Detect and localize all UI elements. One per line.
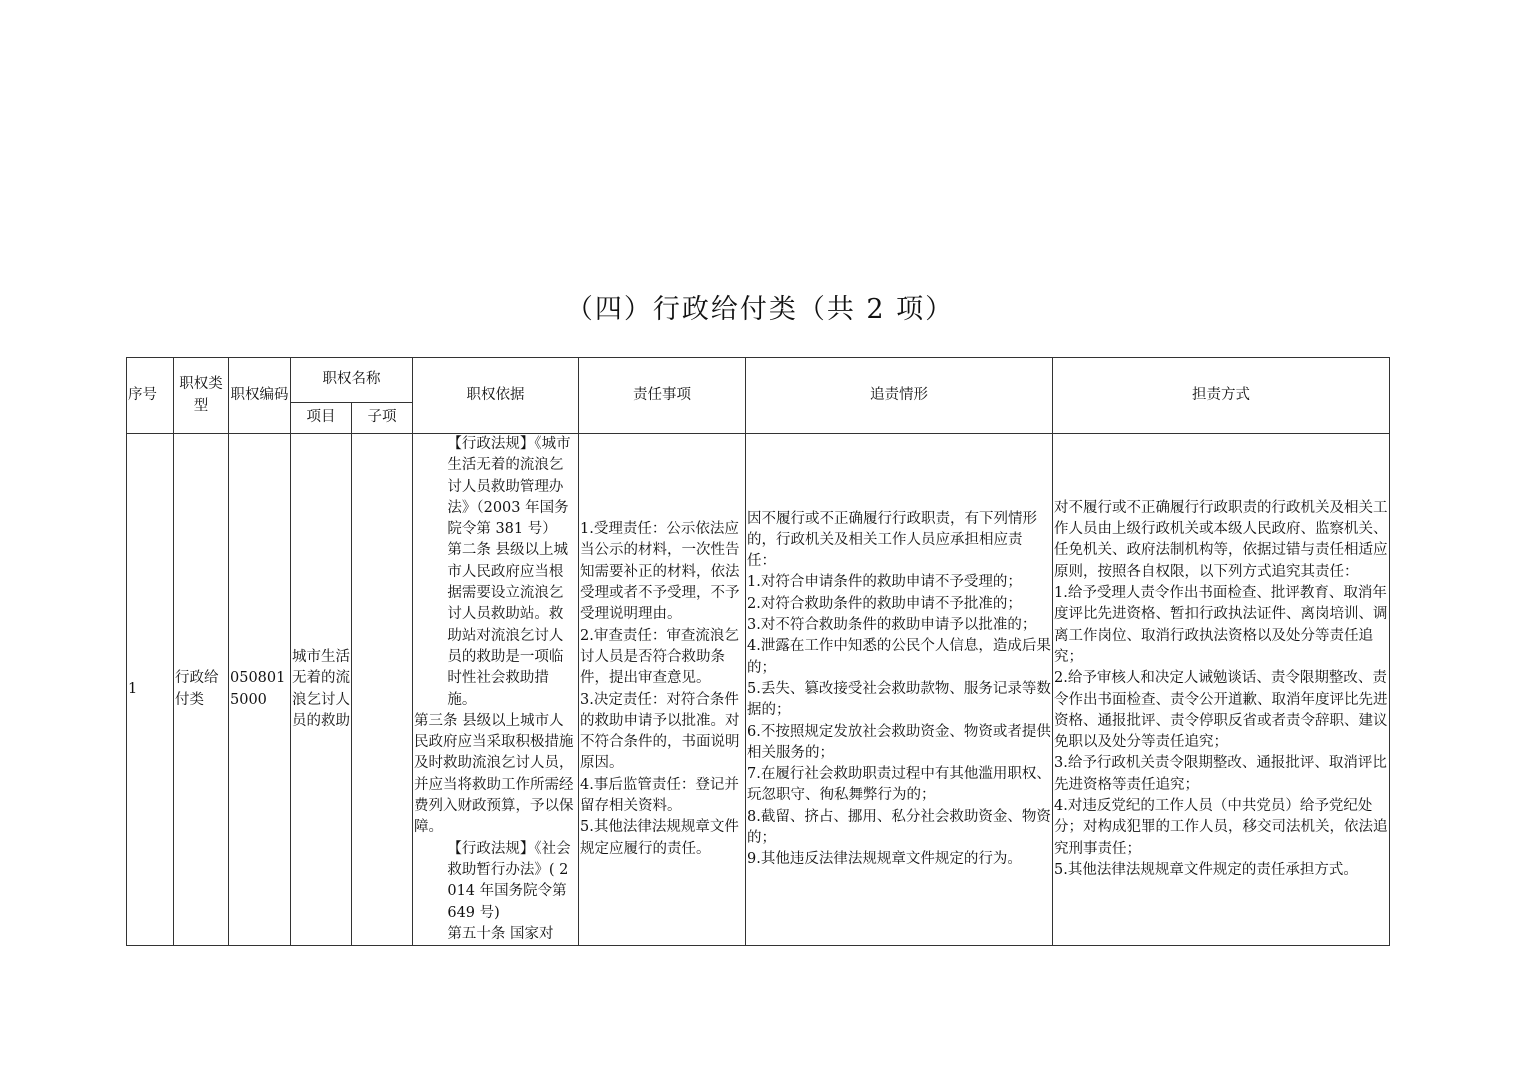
basis-paragraph: 【行政法规】《城市生活无着的流浪乞讨人员救助管理办法》（2003 年国务院令第 381 号）	[447, 436, 571, 538]
duty-table	[126, 357, 1390, 946]
cell-type: 行政给付类	[174, 434, 229, 946]
header-code: 职权编码	[229, 358, 291, 434]
header-row	[127, 358, 1390, 403]
accountability-item: 6.不按照规定发放社会救助资金、物资或者提供相关服务的；	[747, 723, 1051, 761]
basis-paragraph: 第二条 县级以上城市人民政府应当根据需要设立流浪乞讨人员救助站。救助站对流浪乞讨人员的救助是一项临时性社会救助措施。	[447, 542, 568, 708]
accountability-item: 3.对不符合救助条件的救助申请予以批准的；	[747, 617, 1037, 634]
cell-subitem	[352, 434, 413, 946]
duty-item: 2.审查责任：审查流浪乞讨人员是否符合救助条件，提出审查意见。	[580, 627, 739, 687]
liability-item: 1.给予受理人责令作出书面检查、批评教育、取消年度评比先进资格、暂扣行政执法证件、离岗培训、调离工作岗位、取消行政执法资格以及处分等责任追究；	[1054, 585, 1388, 665]
page-title: （四）行政给付类（共 2 项）	[565, 294, 955, 325]
liability-item: 3.给予行政机关责令限期整改、通报批评、取消评比先进资格等责任追究；	[1054, 755, 1387, 793]
basis-paragraph: 第五十条 国家对	[447, 925, 554, 942]
accountability-item: 8.截留、挤占、挪用、私分社会救助资金、物资的；	[747, 808, 1051, 846]
header-type: 职权类型	[174, 358, 229, 434]
cell-liability	[1053, 434, 1390, 946]
header-seq: 序号	[127, 358, 174, 434]
cell-item: 城市生活无着的流浪乞讨人员的救助	[291, 434, 352, 946]
duty-item: 5.其他法律法规规章文件规定应履行的责任。	[580, 819, 739, 857]
accountability-item: 2.对符合救助条件的救助申请不予批准的；	[747, 595, 1022, 612]
duty-item: 3.决定责任：对符合条件的救助申请予以批准。对不符合条件的，书面说明原因。	[580, 691, 740, 772]
header-duties: 责任事项	[579, 358, 746, 434]
liability-item: 4.对违反党纪的工作人员（中共党员）给予党纪处分；对构成犯罪的工作人员，移交司法机关，依法追究刑事责任；	[1054, 798, 1388, 857]
liability-item: 对不履行或不正确履行行政职责的行政机关及相关工作人员由上级行政机关或本级人民政府、监察机关、任免机关、政府法制机构等，依据过错与责任相适应原则，按照各自权限，以下列方式追究其责任：	[1054, 499, 1388, 580]
header-name-subitem: 子项	[352, 403, 413, 434]
header-name-item: 项目	[291, 403, 352, 434]
cell-duties	[579, 434, 746, 946]
cell-seq: 1	[127, 434, 174, 946]
cell-code: 0508015000	[229, 434, 291, 946]
accountability-item: 1.对符合申请条件的救助申请不予受理的；	[747, 574, 1022, 591]
basis-paragraph: 【行政法规】《社会救助暂行办法》( 2014 年国务院令第 649 号)	[447, 840, 571, 921]
liability-item: 5.其他法律法规规章文件规定的责任承担方式。	[1054, 861, 1358, 878]
accountability-item: 因不履行或不正确履行行政职责，有下列情形的，行政机关及相关工作人员应承担相应责任：	[747, 510, 1037, 570]
header-name: 职权名称	[291, 358, 413, 403]
header-liability: 担责方式	[1053, 358, 1390, 434]
header-basis: 职权依据	[413, 358, 579, 434]
duty-item: 4.事后监管责任：登记并留存相关资料。	[580, 776, 739, 815]
duty-item: 1.受理责任：公示依法应当公示的材料，一次性告知需要补正的材料，依法受理或者不予受理，不予受理说明理由。	[580, 521, 740, 623]
table-row	[127, 434, 1390, 946]
accountability-item: 4.泄露在工作中知悉的公民个人信息，造成后果的；	[747, 638, 1051, 676]
cell-basis	[413, 434, 579, 946]
accountability-item: 9.其他违反法律法规规章文件规定的行为。	[747, 851, 1022, 868]
header-accountability: 追责情形	[746, 358, 1053, 434]
accountability-item: 5.丢失、篡改接受社会救助款物、服务记录等数据的；	[747, 680, 1051, 719]
accountability-item: 7.在履行社会救助职责过程中有其他滥用职权、玩忽职守、徇私舞弊行为的；	[747, 766, 1051, 804]
liability-item: 2.给予审核人和决定人诫勉谈话、责令限期整改、责令作出书面检查、责令公开道歉、取消年度评比先进资格、通报批评、责令停职反省或者责令辞职、建议免职以及处分等责任追究；	[1054, 670, 1388, 751]
cell-accountability	[746, 434, 1053, 946]
basis-paragraph: 第三条 县级以上城市人民政府应当采取积极措施及时救助流浪乞讨人员，并应当将救助工作所需经费列入财政预算，予以保障。	[414, 712, 574, 836]
